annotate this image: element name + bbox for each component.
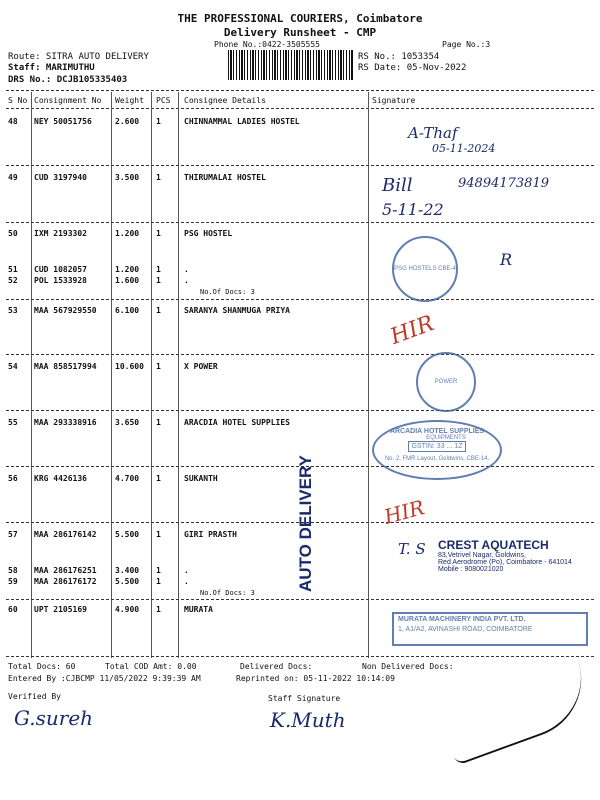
total-docs: Total Docs: 60	[8, 662, 76, 671]
table-row: 57 MAA 286176142 5.500 1 GIRI PRASTH	[8, 530, 237, 539]
staff-signature-label: Staff Signature	[268, 694, 341, 703]
table-row: 53 MAA 567929550 6.100 1 SARANYA SHANMUGA PRIYA	[8, 306, 290, 315]
col-details: Consignee Details	[184, 96, 266, 105]
signature-57: T. S	[398, 540, 426, 558]
murata-stamp: MURATA MACHINERY INDIA PVT. LTD. 1, A1/A2, AVINASHI ROAD, COIMBATORE	[392, 612, 588, 646]
runsheet-subtitle: Delivery Runsheet - CMP	[223, 26, 377, 39]
signature-48-date: 05-11-2024	[432, 142, 496, 155]
signature-49: Bill	[382, 175, 413, 196]
col-consignment: Consignment No	[34, 96, 102, 105]
table-row: 49 CUD 3197940 3.500 1 THIRUMALAI HOSTEL	[8, 173, 266, 182]
verified-by-label: Verified By	[8, 692, 61, 701]
no-of-docs: No.Of Docs: 3	[200, 589, 255, 597]
col-sno: S No	[8, 96, 28, 105]
drs-number: DRS No.: DCJB105335403	[8, 75, 128, 85]
col-weight: Weight	[115, 96, 144, 105]
arcadia-stamp: ARCADIA HOTEL SUPPLIES GSTIN: 33 ... 1Z No. 2, FMR Layout, Goldwins, CBE-14.	[372, 420, 502, 480]
auto-delivery-stamp: AUTO DELIVERY	[296, 455, 315, 592]
signature-50: R	[500, 250, 513, 269]
staff-name: Staff: MARIMUTHU	[8, 63, 95, 73]
col-pcs: PCS	[156, 96, 171, 105]
crest-aquatech-stamp: CREST AQUATECH 83,Vetrivel Nagar, Goldwins, Red Aerodrome (Po), Coimbatore - 641014 Mobile : 9080021020	[438, 538, 572, 573]
company-title: THE PROFESSIONAL COURIERS, Coimbatore	[177, 12, 423, 25]
delivered-docs: Delivered Docs:	[240, 662, 313, 671]
total-cod: Total COD Amt: 0.00	[105, 662, 197, 671]
staff-signature: K.Muth	[270, 708, 346, 732]
entered-by: Entered By :CJBCMP 11/05/2022 9:39:39 AM	[8, 674, 201, 683]
table-row: 51 CUD 1082057 1.200 1 .	[8, 265, 189, 274]
hr-mark-2: HIR	[381, 495, 427, 529]
reprinted-on: Reprinted on: 05-11-2022 10:14:09	[236, 674, 395, 683]
table-row: 50 IXM 2193302 1.200 1 PSG HOSTEL	[8, 229, 233, 238]
rs-date: RS Date: 05-Nov-2022	[358, 63, 467, 73]
route: Route: SITRA AUTO DELIVERY	[8, 52, 149, 62]
page-number: Page No.:3	[442, 40, 491, 49]
col-signature: Signature	[372, 96, 416, 105]
table-row: 56 KRG 4426136 4.700 1 SUKANTH	[8, 474, 218, 483]
no-of-docs: No.Of Docs: 3	[200, 288, 255, 296]
table-row: 52 POL 1533928 1.600 1 .	[8, 276, 189, 285]
verified-signature: G.sureh	[14, 706, 94, 730]
psg-round-stamp: PSG HOSTELS CBE-4	[392, 236, 458, 302]
table-row: 58 MAA 286176251 3.400 1 .	[8, 566, 189, 575]
signature-48: A-Thaf	[408, 124, 458, 142]
table-row: 59 MAA 286176172 5.500 1 .	[8, 577, 189, 586]
barcode	[228, 50, 353, 80]
table-row: 54 MAA 858517994 10.600 1 X POWER	[8, 362, 218, 371]
signature-49-date: 5-11-22	[382, 200, 444, 219]
rs-number: RS No.: 1053354	[358, 52, 440, 62]
power-round-stamp: POWER EQUIPMENTS	[416, 352, 476, 412]
non-delivered-docs: Non Delivered Docs:	[362, 662, 454, 671]
scribble-mark	[436, 656, 598, 766]
table-row: 55 MAA 293338916 3.650 1 ARACDIA HOTEL SUPPLIES	[8, 418, 290, 427]
table-row: 48 NEY 50051756 2.600 1 CHINNAMMAL LADIES HOSTEL	[8, 117, 300, 126]
signature-49-phone: 94894173819	[458, 176, 549, 191]
hr-mark-1: HIR	[387, 311, 438, 350]
phone-number: Phone No.:0422-3505555	[214, 40, 320, 49]
table-row: 60 UPT 2105169 4.900 1 MURATA	[8, 605, 213, 614]
